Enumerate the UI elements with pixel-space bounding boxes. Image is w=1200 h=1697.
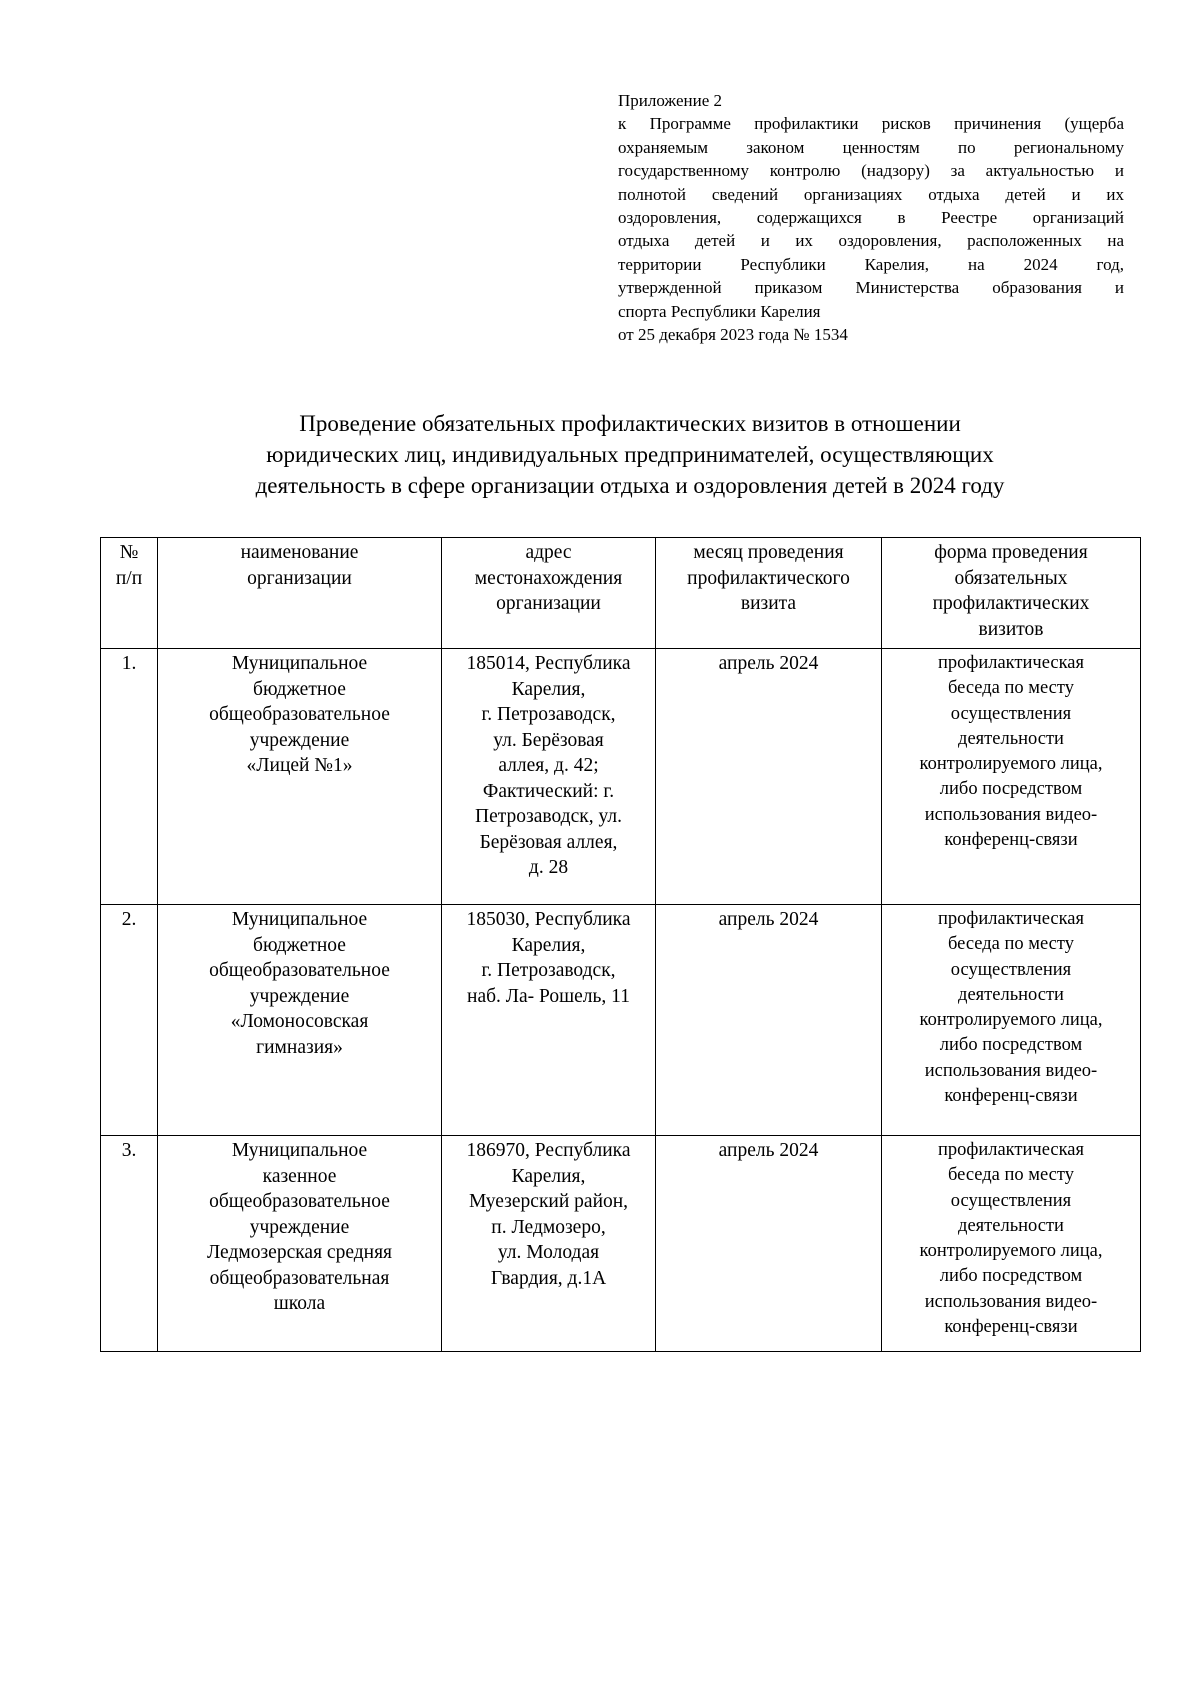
cell-line: Гвардия, д.1А [490, 1267, 607, 1289]
cell-line: д. 28 [528, 857, 569, 878]
cell-line: Муниципальное [231, 653, 368, 674]
cell-line: Берёзовая аллея, [479, 831, 618, 853]
cell-line: использования видео- [924, 804, 1098, 825]
cell-line: общеобразовательная [209, 1267, 390, 1289]
appendix-block [618, 89, 1124, 346]
org-name-cell [158, 1136, 442, 1352]
form-cell [882, 1136, 1141, 1352]
cell-line: Муниципальное [231, 909, 368, 930]
header-line: организации [496, 593, 601, 614]
appendix-line: охраняемым законом ценностям по региональному [618, 137, 1124, 157]
cell-line: казенное [262, 1165, 337, 1187]
row-number: 1. [101, 649, 158, 905]
header-line: адрес [525, 542, 572, 563]
cell-line: контролируемого лица, [919, 754, 1103, 775]
cell-line: использования видео- [924, 1291, 1098, 1312]
cell-line: общеобразовательное [209, 1191, 390, 1212]
cell-line: Фактический: г. [482, 780, 615, 802]
cell-line: Муезерский район, [468, 1191, 629, 1212]
header-form [882, 538, 1141, 649]
month-cell: апрель 2024 [656, 649, 882, 905]
cell-line: учреждение [249, 729, 350, 751]
title-line: деятельность в сфере организации отдыха и оздоровления детей в 2024 году [255, 473, 1005, 498]
org-name-cell [158, 649, 442, 905]
header-line: наименование [240, 542, 359, 563]
header-line: № [119, 542, 139, 563]
header-line: профилактических [932, 593, 1090, 614]
cell-line: беседа по месту [948, 1165, 1074, 1186]
cell-line: г. Петрозаводск, [481, 704, 616, 725]
month-cell: апрель 2024 [656, 1136, 882, 1352]
appendix-line: государственному контролю (надзору) за актуальностью и [618, 161, 1124, 181]
cell-line: бюджетное [253, 934, 346, 956]
cell-line: Петрозаводск, ул. [475, 806, 622, 827]
cell-line: Карелия, [511, 1165, 586, 1187]
appendix-line: спорта Республики Карелия [618, 301, 821, 321]
cell-line: Карелия, [511, 678, 586, 700]
cell-line: конференц-связи [944, 1317, 1078, 1338]
cell-line: Муниципальное [231, 1140, 368, 1161]
cell-line: ул. Берёзовая [493, 729, 604, 751]
cell-line: либо посредством [939, 1035, 1083, 1056]
cell-line: профилактическая [937, 1140, 1085, 1160]
header-line: визитов [978, 618, 1044, 640]
table-row [101, 649, 1141, 905]
header-address [442, 538, 656, 649]
cell-line: аллея, д. 42; [498, 755, 599, 776]
cell-line: общеобразовательное [209, 960, 390, 981]
month-cell: апрель 2024 [656, 905, 882, 1136]
address-cell [442, 1136, 656, 1352]
cell-line: наб. Ла- Рошель, 11 [467, 985, 630, 1007]
cell-line: общеобразовательное [209, 704, 390, 725]
appendix-line: от 25 декабря 2023 года № 1534 [618, 325, 848, 345]
header-line: визита [740, 593, 797, 614]
cell-line: осуществления [950, 703, 1072, 724]
cell-line: г. Петрозаводск, [481, 960, 616, 981]
cell-line: деятельности [958, 1215, 1064, 1236]
appendix-line: полнотой сведений организациях отдыха детей и их [618, 184, 1124, 204]
cell-line: Ледмозерская средняя [206, 1242, 393, 1263]
address-cell [442, 649, 656, 905]
cell-line: конференц-связи [944, 1086, 1078, 1107]
header-num [101, 538, 158, 649]
title-line: юридических лиц, индивидуальных предпринимателей, осуществляющих [266, 442, 994, 467]
header-line: организации [247, 567, 352, 589]
cell-line: либо посредством [939, 779, 1083, 800]
cell-line: гимназия» [256, 1036, 343, 1058]
header-name [158, 538, 442, 649]
cell-line: 185014, Республика [466, 653, 631, 674]
cell-line: использования видео- [924, 1060, 1098, 1081]
cell-line: учреждение [249, 1216, 350, 1238]
appendix-line: отдыха детей и их оздоровления, расположенных на [618, 231, 1124, 251]
cell-line: либо посредством [939, 1266, 1083, 1287]
cell-line: ул. Молодая [497, 1242, 600, 1263]
cell-line: 185030, Республика [466, 909, 631, 930]
appendix-line: утвержденной приказом Министерства образования и [618, 278, 1124, 298]
cell-line: «Лицей №1» [246, 755, 353, 776]
appendix-line: территории Республики Карелия, на 2024 год, [618, 254, 1124, 274]
cell-line: осуществления [950, 1190, 1072, 1211]
title-line: Проведение обязательных профилактических визитов в отношении [299, 411, 961, 436]
cell-line: деятельности [958, 984, 1064, 1005]
cell-line: осуществления [950, 959, 1072, 980]
header-line: п/п [115, 567, 143, 589]
form-cell [882, 905, 1141, 1136]
table-row [101, 1136, 1141, 1352]
appendix-line: Приложение 2 [618, 91, 722, 110]
cell-line: контролируемого лица, [919, 1010, 1103, 1031]
cell-line: бюджетное [253, 678, 346, 700]
header-line: профилактического [687, 567, 850, 589]
row-number: 3. [101, 1136, 158, 1352]
header-line: обязательных [954, 567, 1068, 589]
cell-line: беседа по месту [948, 934, 1074, 955]
appendix-line: к Программе профилактики рисков причинения (ущерба [618, 114, 1124, 134]
table-header-row [101, 538, 1141, 649]
cell-line: п. Ледмозеро, [491, 1216, 606, 1238]
row-number: 2. [101, 905, 158, 1136]
appendix-line: оздоровления, содержащихся в Реестре организаций [618, 208, 1124, 228]
header-month [656, 538, 882, 649]
cell-line: профилактическая [937, 653, 1085, 673]
cell-line: школа [273, 1293, 326, 1314]
header-line: месяц проведения [693, 542, 844, 563]
cell-line: конференц-связи [944, 830, 1078, 851]
header-line: форма проведения [934, 542, 1088, 563]
org-name-cell [158, 905, 442, 1136]
cell-line: Карелия, [511, 934, 586, 956]
cell-line: беседа по месту [948, 678, 1074, 699]
form-cell [882, 649, 1141, 905]
cell-line: профилактическая [937, 909, 1085, 929]
address-cell [442, 905, 656, 1136]
table-row [101, 905, 1141, 1136]
cell-line: контролируемого лица, [919, 1241, 1103, 1262]
visits-table [100, 537, 1141, 1352]
cell-line: 186970, Республика [466, 1140, 631, 1161]
cell-line: деятельности [958, 728, 1064, 749]
cell-line: учреждение [249, 985, 350, 1007]
document-title [150, 408, 1110, 501]
cell-line: «Ломоносовская [230, 1011, 369, 1032]
header-line: местонахождения [474, 567, 623, 589]
